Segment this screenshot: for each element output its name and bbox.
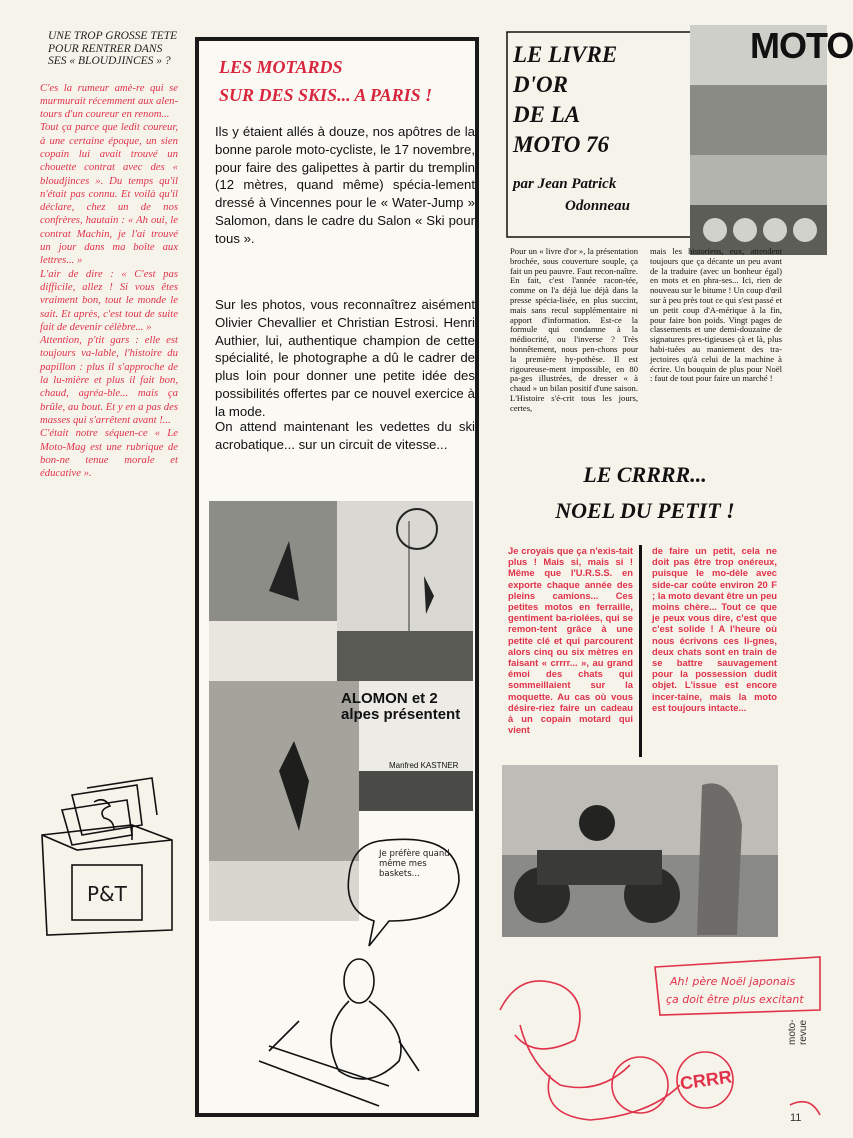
- motards-title-line-2: SUR DES SKIS... A PARIS !: [219, 85, 433, 105]
- livre-cover-photo: [690, 25, 853, 255]
- noel-column-2: de faire un petit, cela ne doit pas être trop onéreux, puisque le mo-dèle avec side-car coûte environ 20 F ; la moto devant être un peu moins chère... Tout ce que je peux vous dire, c'est que c'est solide ! A l'heure où nous écrivons ces li-gnes, deux chats sont en train de se battre sauvagement pour la possession dudit objet. L'issue est encore incer-taine, mais la moto est toujours intacte...: [652, 545, 778, 713]
- livre-author-2: Odonneau: [565, 198, 631, 214]
- money-box-drawing: [32, 780, 182, 940]
- livre-title-line-1: LE LIVRE: [513, 42, 618, 67]
- salomon-banner: ALOMON et 2 alpes présentent: [341, 690, 461, 723]
- motards-title-line-1: LES MOTARDS: [219, 57, 343, 77]
- skier-cartoon: [229, 831, 469, 1111]
- livre-title-line-4: MOTO 76: [513, 132, 610, 157]
- livre-column-1: Pour un « livre d'or », la présentation brochée, sous couverture souple, ça fait un peu pauvre. Faut recon-naître. En fait, c'est l'année racon-tée, comme on l'a déjà lue déjà dans la presse spécia-lisée, en plus succint, mais sans recul supplémentaire ni apport d'information. Est-ce la formule qui condamne à la médiocrité, ou l'inverse ? Très honnêtement, nous pen-chons pour la première hy-pothèse. Il est rigoureuse-ment impossible, en 80 pa-ges illustrées, de dresser « à chaud » un bilan positif d'une saison. L'Histoire s'é-crit tous les jours, certes,: [510, 246, 638, 413]
- skier-speech-bubble: Je préfère quand même mes baskets...: [379, 849, 450, 879]
- banner-names: Manfred KASTNER: [389, 761, 459, 770]
- motards-paragraph-1: Ils y étaient allés à douze, nos apôtres de la bonne parole moto-cycliste, le 17 novembre, pour faire des galipettes à partir du tremplin (12 mètres, quand même) spécia-lement dressé à Vincennes pour le « Water-Jump » Salomon, dans le cadre du Salon « Ski pour tous ».: [215, 124, 475, 246]
- toy-motorcycle-photo: [502, 765, 778, 937]
- santa-cartoon: [490, 955, 825, 1130]
- left-paragraph-3: L'air de dire : « C'est pas difficile, allez ! Si vous êtes vraiment bon, tout le monde le sait. Et après, c'est tout de suite fait de devenir célèbre... »: [40, 267, 178, 333]
- livre-column-2: mais les historiens, eux, attendent toujours que ça décante un peu avant de la traduire (avec un bonheur égal) en mots et en phra-ses... Ici, rien de nouveau sur le bitume ! Un coup d'œil sur à peu près tout ce qui s'est passé et un petit coup d'A-mérique à la fin, pour faire bon poids. Vingt pages de classements et une demi-douzaine de signatures pres-tigieuses çà et là, plus habi-tuées au maniement des tra-jectoires qu'à celui de la machine à écrire. Un bouquin de plus pour Noël : faut de tout pour faire un marché !: [650, 246, 782, 384]
- motards-title: [219, 53, 469, 109]
- drawing-label: P&T: [87, 882, 127, 906]
- noel-title-1: LE CRRRR...: [583, 462, 707, 487]
- magazine-cover-title: MOTO: [750, 25, 853, 66]
- motards-paragraph-2: Sur les photos, vous reconnaîtrez aisément Olivier Chevallier et Christian Estrosi. Henri Authier, lui, authentique champion de cette spécialité, le photographe a dû le cadrer de plus loin pour donner une petite idée des possibilités offertes par ce nouvel exercice à la mode.: [215, 297, 475, 419]
- left-paragraph-5: C'était notre séquen-ce « Le Moto-Mag est une rubrique de bon-ne tenue morale et éducative ».: [40, 427, 178, 480]
- left-paragraph-1: C'es la rumeur amè-re qui se murmurait récemment aux alen-tours d'un coureur en renom...: [40, 81, 179, 121]
- motards-paragraph-3: On attend maintenant les vedettes du ski acrobatique... sur un circuit de vitesse...: [215, 419, 475, 452]
- livre-title-line-2: D'OR: [513, 72, 568, 97]
- left-paragraph-4: Attention, p'tit gars : elle est toujours va-lable, l'histoire du papillon : plus il s'approche de la lu-mière et plus il fait bon, chaud, agréa-ble... mais ça brûle, au bout. Et y en a pas des masses qui s'arrêtent avant !...: [40, 334, 178, 426]
- left-column: [40, 30, 178, 480]
- livre-title-line-3: DE LA: [513, 102, 581, 127]
- left-paragraph-2: Tout ça parce que ledit coureur, à une certaine époque, un sien copain lui avait trouvé un chouette contrat avec des « bloudjinces ». Du temps qu'il n'était pas connu. Et voilà qu'il déclare, chez un de nos confrères, hautain : « Ah oui, le contrat Machin, je l'ai trouvé un jour dans ma boîte aux lettres... »: [40, 121, 178, 267]
- santa-bubble-line-1: Ah! père Noël japonais: [670, 975, 796, 988]
- livre-title: [513, 40, 617, 160]
- noel-title-2: NOEL DU PETIT !: [555, 498, 735, 523]
- santa-bubble-line-2: ça doit être plus excitant: [666, 993, 804, 1006]
- santa-sound-effect: CRRR: [678, 1066, 734, 1094]
- left-heading: UNE TROP GROSSE TETE POUR RENTRER DANS SES « BLOUDJINCES » ?: [48, 30, 178, 67]
- livre-author-1: par Jean Patrick: [513, 176, 617, 192]
- magazine-name-vertical: moto-revue: [787, 1019, 809, 1045]
- motards-article-box: [195, 37, 479, 1117]
- noel-column-1: Je croyais que ça n'exis-tait plus ! Mais si, mais si ! Même que l'U.R.S.S. en exporte chaque année des pleins camions... Ces petites motos en ferraille, gentiment ba-riolées, qui se remon-tent grâce à une petite clé et qui parcourent alors cinq ou six mètres en faisant « crrrr... », au grand émoi des chats qui sommeillaient sur la moquette. Au cas où vous désire-riez faire un cadeau à un copain motard qui vient: [508, 545, 633, 736]
- page-number: 11: [790, 1112, 802, 1124]
